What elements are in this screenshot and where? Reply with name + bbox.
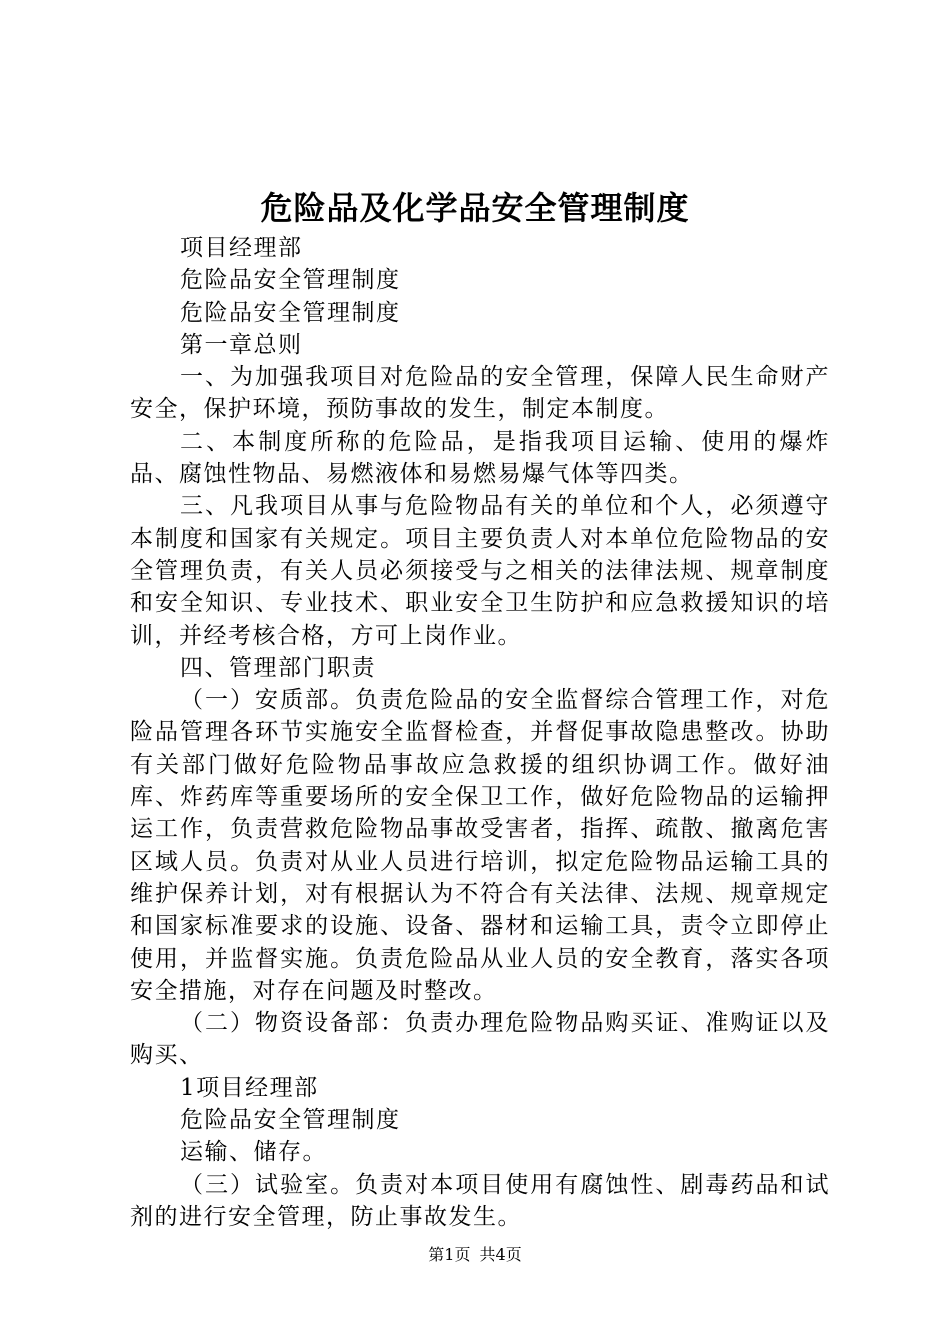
paragraph-doc-header: 危险品安全管理制度 bbox=[180, 267, 401, 294]
page-total: 共4页 bbox=[479, 1245, 522, 1264]
paragraph-duty-1: （一）安质部。负责危险品的安全监督综合管理工作，对危险品管理各环节实施安全监督检查，并督促事故隐患整改。协助有关部门做好危险物品事故应急救援的组织协调工作。做好油库、炸药库等重要场所的安全保卫工作，做好危险物品的运输押运工作，负责营救危险物品事故受害者，指挥、疏散、撤离危害区域人员。负责对从业人员进行培训，拟定危险物品运输工具的维护保养计划，对有根据认为不符合有关法律、法规、规章规定和国家标准要求的设施、设备、器材和运输工具，责令立即停止使用，并监督实施。负责危险品从业人员的安全教育，落实各项安全措施，对存在问题及时整改。 bbox=[130, 687, 830, 1004]
page-footer bbox=[0, 1244, 950, 1266]
document-title: 危险品及化学品安全管理制度 bbox=[260, 189, 690, 227]
paragraph-article-2: 二、本制度所称的危险品，是指我项目运输、使用的爆炸品、腐蚀性物品、易燃液体和易燃易爆气体等四类。 bbox=[130, 428, 830, 488]
paragraph-chapter-heading: 第一章总则 bbox=[180, 331, 303, 358]
paragraph-article-4-heading: 四、管理部门职责 bbox=[180, 654, 376, 681]
paragraph-page-header-dept: 1项目经理部 bbox=[180, 1074, 319, 1101]
paragraph-dept-header: 项目经理部 bbox=[180, 235, 303, 261]
paragraph-page-header-doc: 危险品安全管理制度 bbox=[180, 1107, 401, 1134]
paragraph-doc-subtitle: 危险品安全管理制度 bbox=[180, 299, 401, 326]
page-number: 第1页 bbox=[428, 1245, 471, 1264]
paragraph-duty-2-cont: 运输、储存。 bbox=[180, 1139, 327, 1166]
paragraph-article-1: 一、为加强我项目对危险品的安全管理，保障人民生命财产安全，保护环境，预防事故的发生，制定本制度。 bbox=[130, 364, 830, 423]
paragraph-duty-2: （二）物资设备部：负责办理危险物品购买证、准购证以及购买、 bbox=[130, 1010, 830, 1069]
paragraph-article-3: 三、凡我项目从事与危险物品有关的单位和个人，必须遵守本制度和国家有关规定。项目主要负责人对本单位危险物品的安全管理负责，有关人员必须接受与之相关的法律法规、规章制度和安全知识、专业技术、职业安全卫生防护和应急救援知识的培训，并经考核合格，方可上岗作业。 bbox=[130, 493, 830, 649]
document-body bbox=[130, 232, 830, 1233]
paragraph-duty-3: （三）试验室。负责对本项目使用有腐蚀性、剧毒药品和试剂的进行安全管理，防止事故发生。 bbox=[130, 1171, 830, 1230]
